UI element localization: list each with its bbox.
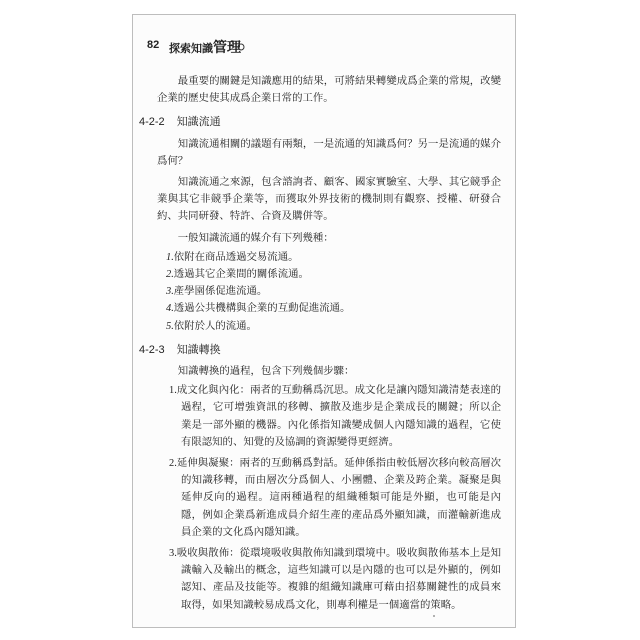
- list-marker: 5.: [166, 320, 174, 332]
- step-marker: 1.: [169, 385, 177, 397]
- section-number: 4-2-2: [139, 116, 165, 129]
- list-text: 透過公共機構與企業的互動促進流通。: [173, 302, 351, 315]
- step-marker: 3.: [169, 548, 177, 560]
- section-number: 4-2-3: [139, 343, 165, 356]
- page-number: 82: [147, 39, 160, 51]
- page-body: [139, 73, 501, 618]
- step-text: 延伸與凝聚：兩者的互動稱爲對話。延伸係指由較低層次移向較高層次的知識移轉，而由層次分爲個人、小團體、企業及跨企業。凝聚是與延伸反向的過程。這兩種過程的組織種類可能是外顯，也可能是內隱，例如企業爲新進成員介紹生產的產品爲外顯知識，而灌輸新進成員企業的文化爲內隱知識。: [176, 457, 501, 538]
- list-item: [157, 318, 501, 335]
- list-text: 依附於人的流通。: [173, 319, 257, 332]
- step-text: 成文化與內化：兩者的互動稱爲沉思。成文化是讓內隱知識清楚表達的過程，它可增強資訊的移轉、擴散及進步是企業成長的關鍵；所以企業是一部外顯的機器。內化係指知識變成個人內隱知識的過程，它使有限認知的、知覺的及協調的資源變得更經濟。: [176, 384, 501, 448]
- list-item: [157, 266, 501, 283]
- list-text: 依附在商品透過交易流通。: [173, 250, 299, 263]
- steps-intro: 知識轉換的過程，包含下列幾個步驟：: [177, 365, 355, 378]
- list-item: [157, 249, 501, 266]
- paragraph: 知識流通之來源，包含諮詢者、顧客、國家實驗室、大學、其它競爭企業與其它非競爭企業等，而獲取外界技術的機制則有觀察、授權、研發合約、共同研發、特許、合資及購併等。: [157, 176, 501, 223]
- section-heading-4-2-2: [139, 113, 501, 131]
- step-text: 吸收與散佈：從環境吸收與散佈知識到環境中。吸收與散佈基本上是知識輸入及輸出的概念，這些知識可以是內隱的也可以是外顯的，例如認知、產品及技能等。複雜的組織知識庫可藉由招募關鍵性的成員來取得，如果知識較易成爲文化，則專利權是一個適當的策略。: [176, 547, 501, 611]
- list-marker: 1.: [166, 251, 174, 263]
- list-marker: 4.: [166, 303, 174, 315]
- list-text: 透過其它企業間的關係流通。: [173, 268, 309, 281]
- step-item: [157, 382, 501, 451]
- list-item: [157, 300, 501, 317]
- book-title: [169, 37, 241, 57]
- paper-speck: [433, 615, 435, 617]
- step-item: [157, 545, 501, 614]
- section-heading-4-2-3: [139, 341, 501, 359]
- decorative-dot-icon: [237, 43, 245, 51]
- intro-paragraph: 最重要的關鍵是知識應用的結果，可將結果轉變成爲企業的常規，改變企業的歷史使其成爲企業日常的工作。: [157, 75, 501, 105]
- section-title: 知識轉換: [176, 342, 221, 356]
- book-title-big: 管理: [213, 40, 241, 56]
- book-page: [132, 14, 516, 628]
- list-item: [157, 283, 501, 300]
- media-list: [157, 249, 501, 335]
- section-title: 知識流通: [176, 115, 221, 129]
- paragraph: 知識流通相關的議題有兩類，一是流通的知識爲何？另一是流通的媒介爲何？: [157, 137, 501, 167]
- step-marker: 2.: [169, 458, 177, 470]
- list-intro: 一般知識流通的媒介有下列幾種：: [177, 231, 334, 244]
- list-text: 產學園係促進流通。: [173, 285, 268, 298]
- book-title-prefix: 探索知識: [169, 42, 213, 55]
- list-marker: 3.: [166, 286, 174, 298]
- step-item: [157, 455, 501, 541]
- list-marker: 2.: [166, 269, 174, 281]
